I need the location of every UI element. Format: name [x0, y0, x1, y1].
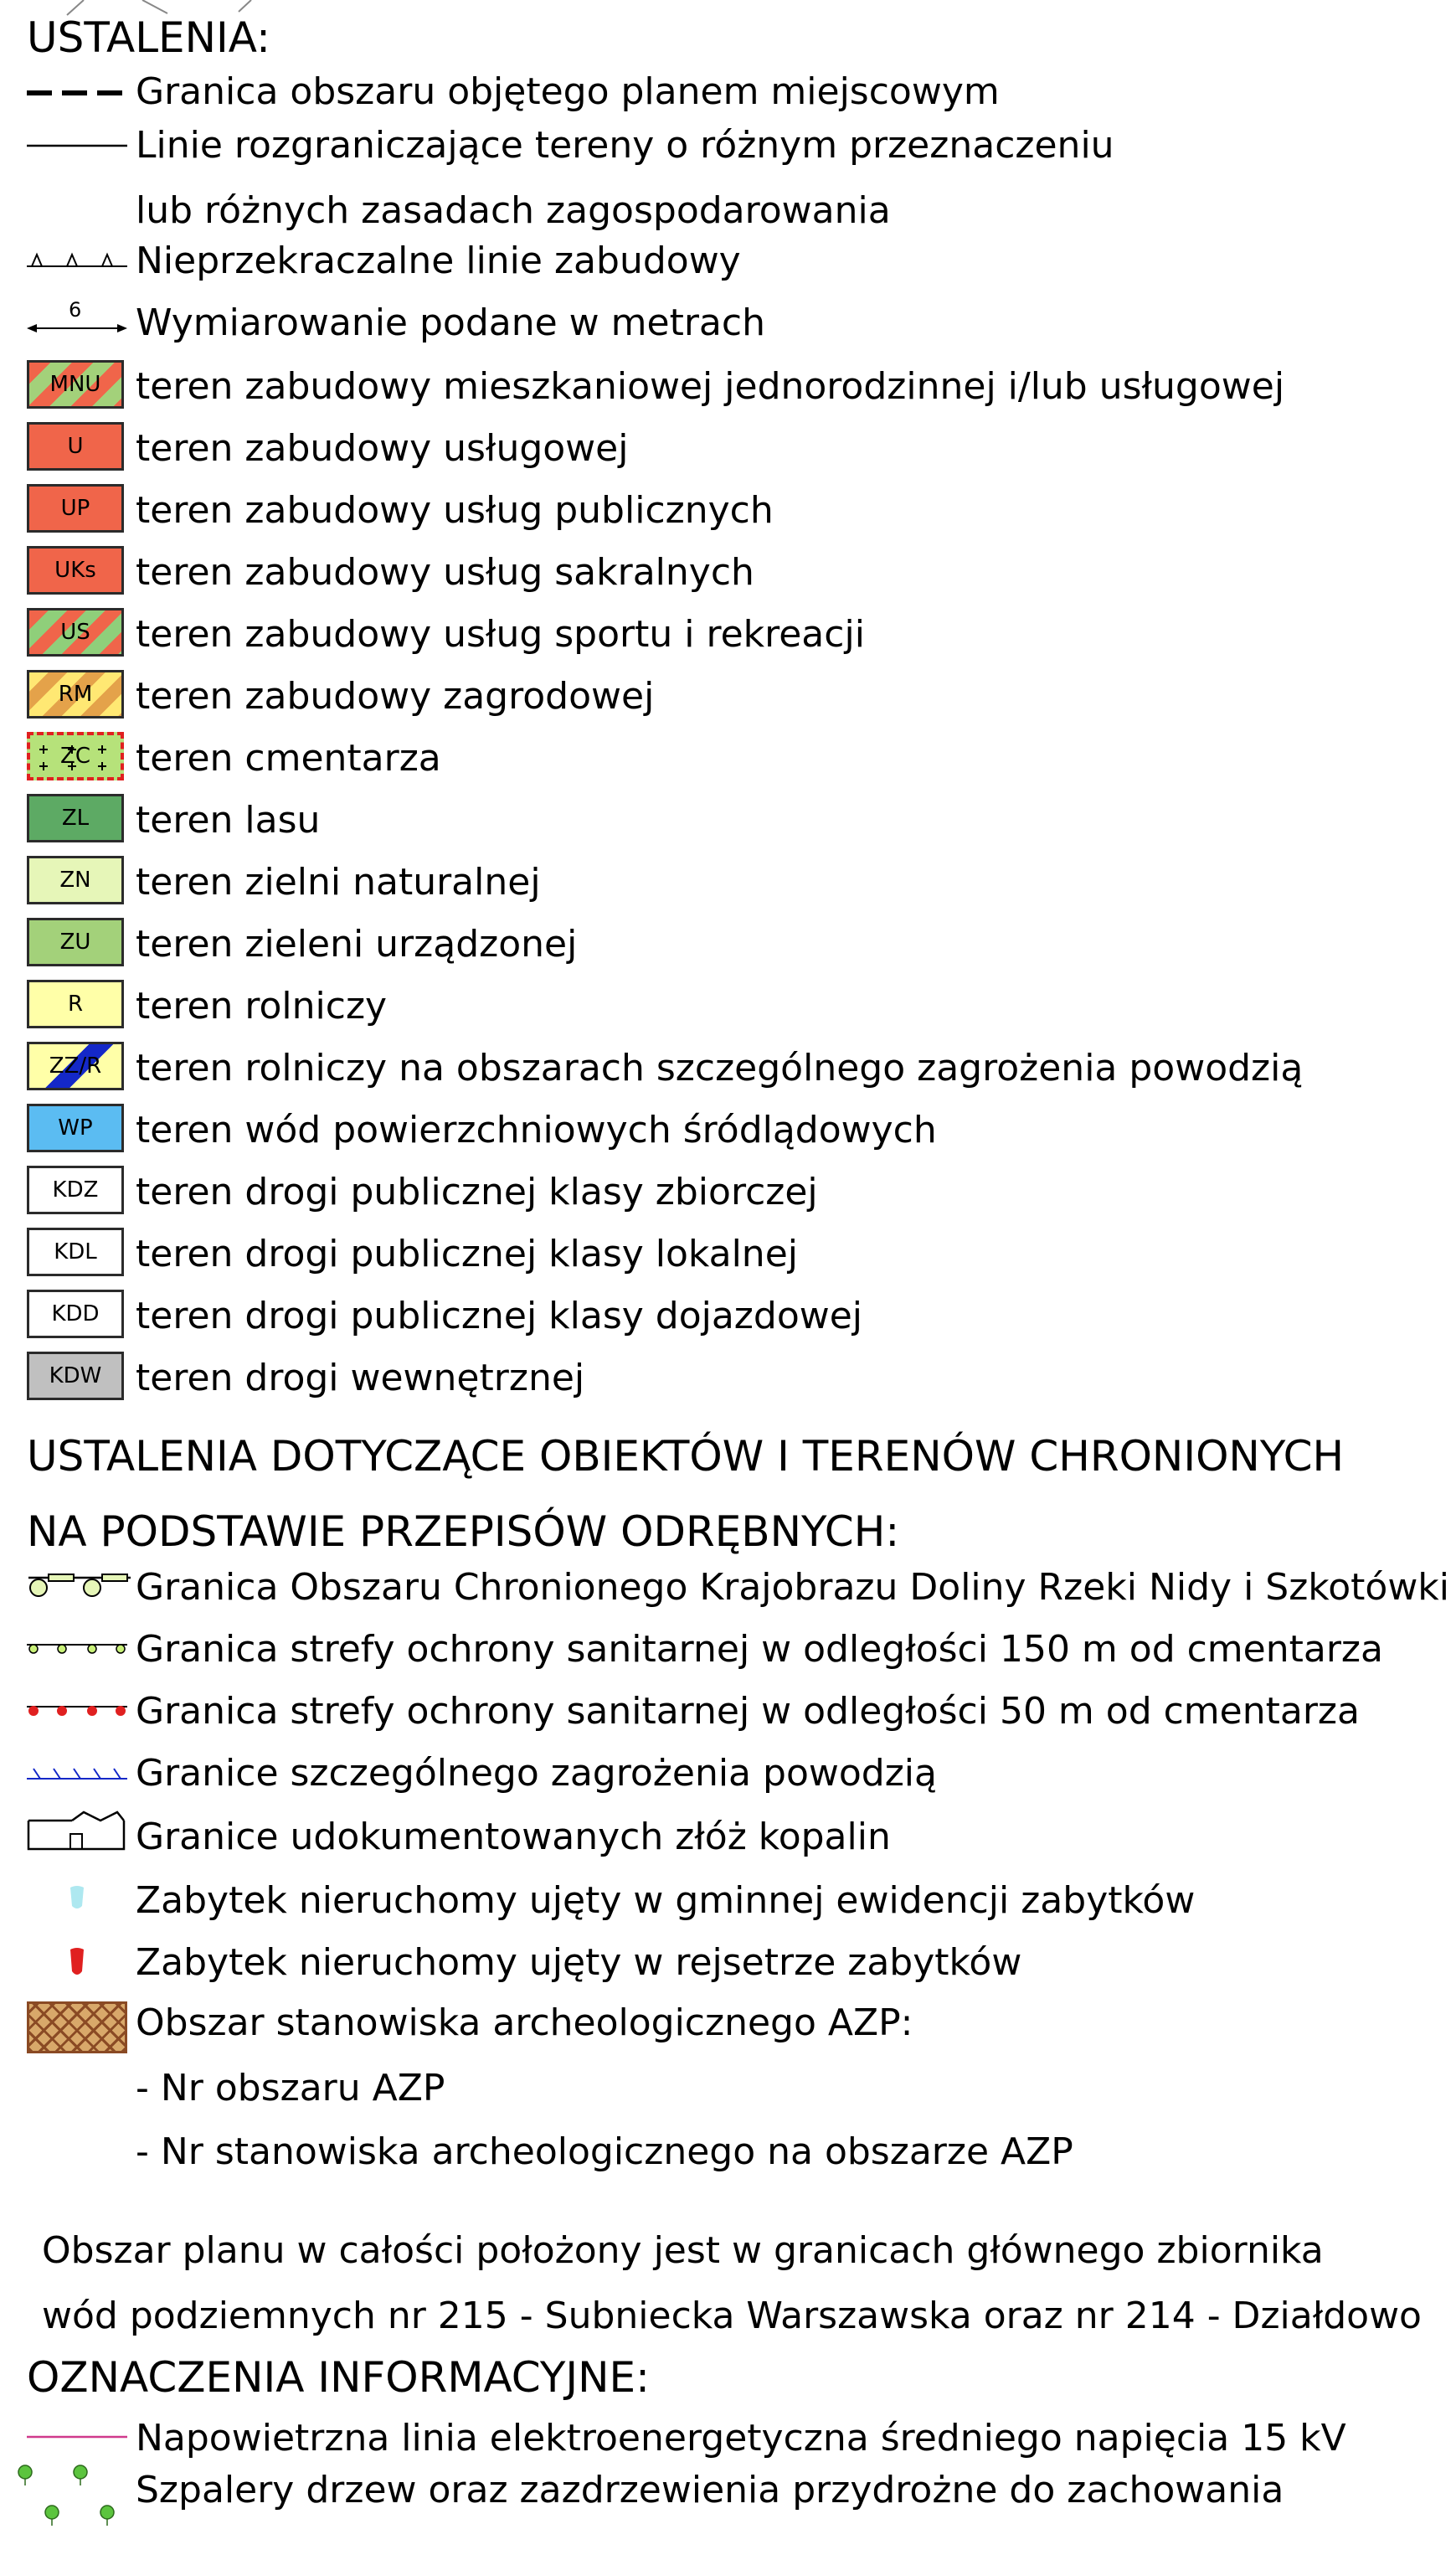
section-heading-informacyjne: OZNACZENIA INFORMACYJNE:	[27, 2353, 650, 2402]
zone-swatch-up	[27, 484, 124, 533]
demarcation-label-line2: lub różnych zasadach zagospodarowania	[136, 189, 891, 232]
zone-label-zn: teren zielni naturalnej	[136, 861, 541, 904]
zone-code-wp: WP	[58, 1115, 93, 1141]
zone-code-up: UP	[60, 496, 90, 521]
zone-swatch-r	[27, 980, 124, 1028]
archaeo-label: Obszar stanowiska archeologicznego AZP:	[136, 2001, 913, 2044]
zone-code-uks: UKs	[54, 558, 96, 583]
zone-code-zu: ZU	[59, 930, 91, 955]
zone-code-zc: ZC	[60, 744, 90, 769]
monument-register-label: Zabytek nieruchomy ujęty w rejsetrze zabytków	[136, 1941, 1022, 1984]
zone-swatch-uks	[27, 546, 124, 595]
landscape-boundary-label: Granica Obszaru Chronionego Krajobrazu Doliny Rzeki Nidy i Szkotówki	[136, 1566, 1450, 1609]
zone-label-us: teren zabudowy usług sportu i rekreacji	[136, 613, 865, 656]
zone-label-u: teren zabudowy usługowej	[136, 427, 629, 470]
plan-boundary-line-symbol	[25, 80, 129, 106]
zone-swatch-zn	[27, 856, 124, 904]
zone-label-zu: teren zieleni urządzonej	[136, 923, 578, 966]
zone-swatch-kdw	[27, 1352, 124, 1400]
section-heading-protected-line2: NA PODSTAWIE PRZEPISÓW ODRĘBNYCH:	[27, 1507, 900, 1556]
zone-swatch-u	[27, 422, 124, 471]
zone-code-kdw: KDW	[49, 1363, 102, 1388]
demarcation-line-symbol	[25, 137, 129, 154]
dimension-label: Wymiarowanie podane w metrach	[136, 301, 765, 344]
trees-label: Szpalery drzew oraz zazdrzewienia przydrożne do zachowania	[136, 2469, 1284, 2511]
zone-label-r: teren rolniczy	[136, 985, 388, 1028]
flood-boundary-symbol	[25, 1760, 129, 1785]
minerals-boundary-label: Granice udokumentowanych złóż kopalin	[136, 1816, 891, 1858]
zone-label-kdw: teren drogi wewnętrznej	[136, 1357, 585, 1399]
zone-swatch-kdd	[27, 1290, 124, 1338]
zone-code-zl: ZL	[61, 806, 90, 831]
zone-label-kdd: teren drogi publicznej klasy dojazdowej	[136, 1295, 863, 1337]
zone-label-rm: teren zabudowy zagrodowej	[136, 675, 655, 718]
building-lines-label: Nieprzekraczalne linie zabudowy	[136, 240, 741, 282]
minerals-boundary-symbol	[25, 1809, 129, 1859]
demarcation-label-line1: Linie rozgraniczające tereny o różnym przeznaczeniu	[136, 124, 1114, 167]
zone-code-kdl: KDL	[54, 1239, 97, 1265]
zone-code-us: US	[60, 620, 90, 645]
aquifer-note-line1: Obszar planu w całości położony jest w granicach głównego zbiornika	[42, 2229, 1324, 2272]
zone-code-r: R	[67, 992, 84, 1017]
aquifer-note-line2: wód podziemnych nr 215 - Subniecka Warszawska oraz nr 214 - Działdowo	[42, 2295, 1422, 2337]
section-heading-protected-line1: USTALENIA DOTYCZĄCE OBIEKTÓW I TERENÓW CHRONIONYCH	[27, 1432, 1345, 1481]
plan-boundary-label: Granica obszaru objętego planem miejscowym	[136, 70, 1000, 113]
sanitary-150-symbol	[25, 1636, 129, 1661]
zone-label-zzr: teren rolniczy na obszarach szczególnego zagrożenia powodzią	[136, 1047, 1304, 1089]
sanitary-50-label: Granica strefy ochrony sanitarnej w odległości 50 m od cmentarza	[136, 1690, 1360, 1733]
zone-swatch-kdz	[27, 1166, 124, 1214]
sanitary-50-symbol	[25, 1700, 129, 1725]
zone-label-kdl: teren drogi publicznej klasy lokalnej	[136, 1233, 798, 1275]
power-line-symbol	[25, 2429, 129, 2445]
zone-code-zn: ZN	[59, 868, 91, 893]
zone-label-kdz: teren drogi publicznej klasy zbiorczej	[136, 1171, 818, 1213]
zone-label-wp: teren wód powierzchniowych śródlądowych	[136, 1109, 937, 1151]
zone-code-zzr: ZZ/R	[49, 1053, 102, 1079]
zone-swatch-mnu	[27, 360, 124, 409]
zone-label-uks: teren zabudowy usług sakralnych	[136, 551, 754, 594]
building-line-symbol	[25, 246, 129, 271]
zone-swatch-rm	[27, 670, 124, 719]
azp-site-number-label: - Nr stanowiska archeologicznego na obszarze AZP	[136, 2130, 1073, 2173]
flood-boundary-label: Granice szczególnego zagrożenia powodzią	[136, 1752, 937, 1795]
zone-swatch-zu	[27, 918, 124, 966]
zone-swatch-kdl	[27, 1228, 124, 1276]
monument-municipal-label: Zabytek nieruchomy ujęty w gminnej ewidencji zabytków	[136, 1879, 1196, 1922]
zone-code-kdz: KDZ	[52, 1177, 99, 1203]
zone-code-u: U	[67, 434, 84, 459]
zone-swatch-wp	[27, 1104, 124, 1152]
zone-swatch-zl	[27, 794, 124, 842]
dimension-number: 6	[69, 298, 82, 322]
section-heading-ustalenia: USTALENIA:	[27, 13, 270, 62]
zone-swatch-us	[27, 608, 124, 657]
archaeo-area-swatch	[27, 2001, 127, 2053]
zone-code-kdd: KDD	[51, 1301, 100, 1326]
sanitary-150-label: Granica strefy ochrony sanitarnej w odległości 150 m od cmentarza	[136, 1628, 1383, 1671]
zone-code-mnu: MNU	[49, 372, 101, 397]
trees-symbol	[13, 2462, 131, 2537]
zone-swatch-zzr	[27, 1042, 124, 1090]
zone-swatch-zc	[27, 732, 124, 780]
landscape-boundary-symbol	[25, 1568, 134, 1601]
monument-register-icon	[67, 1946, 87, 1983]
zone-label-zl: teren lasu	[136, 799, 321, 842]
zone-code-rm: RM	[58, 682, 93, 707]
zone-label-zc: teren cmentarza	[136, 737, 441, 780]
azp-area-number-label: - Nr obszaru AZP	[136, 2067, 445, 2109]
zone-label-up: teren zabudowy usług publicznych	[136, 489, 774, 532]
zone-label-mnu: teren zabudowy mieszkaniowej jednorodzinnej i/lub usługowej	[136, 365, 1285, 408]
power-line-label: Napowietrzna linia elektroenergetyczna średniego napięcia 15 kV	[136, 2417, 1346, 2460]
monument-municipal-icon	[67, 1884, 87, 1918]
